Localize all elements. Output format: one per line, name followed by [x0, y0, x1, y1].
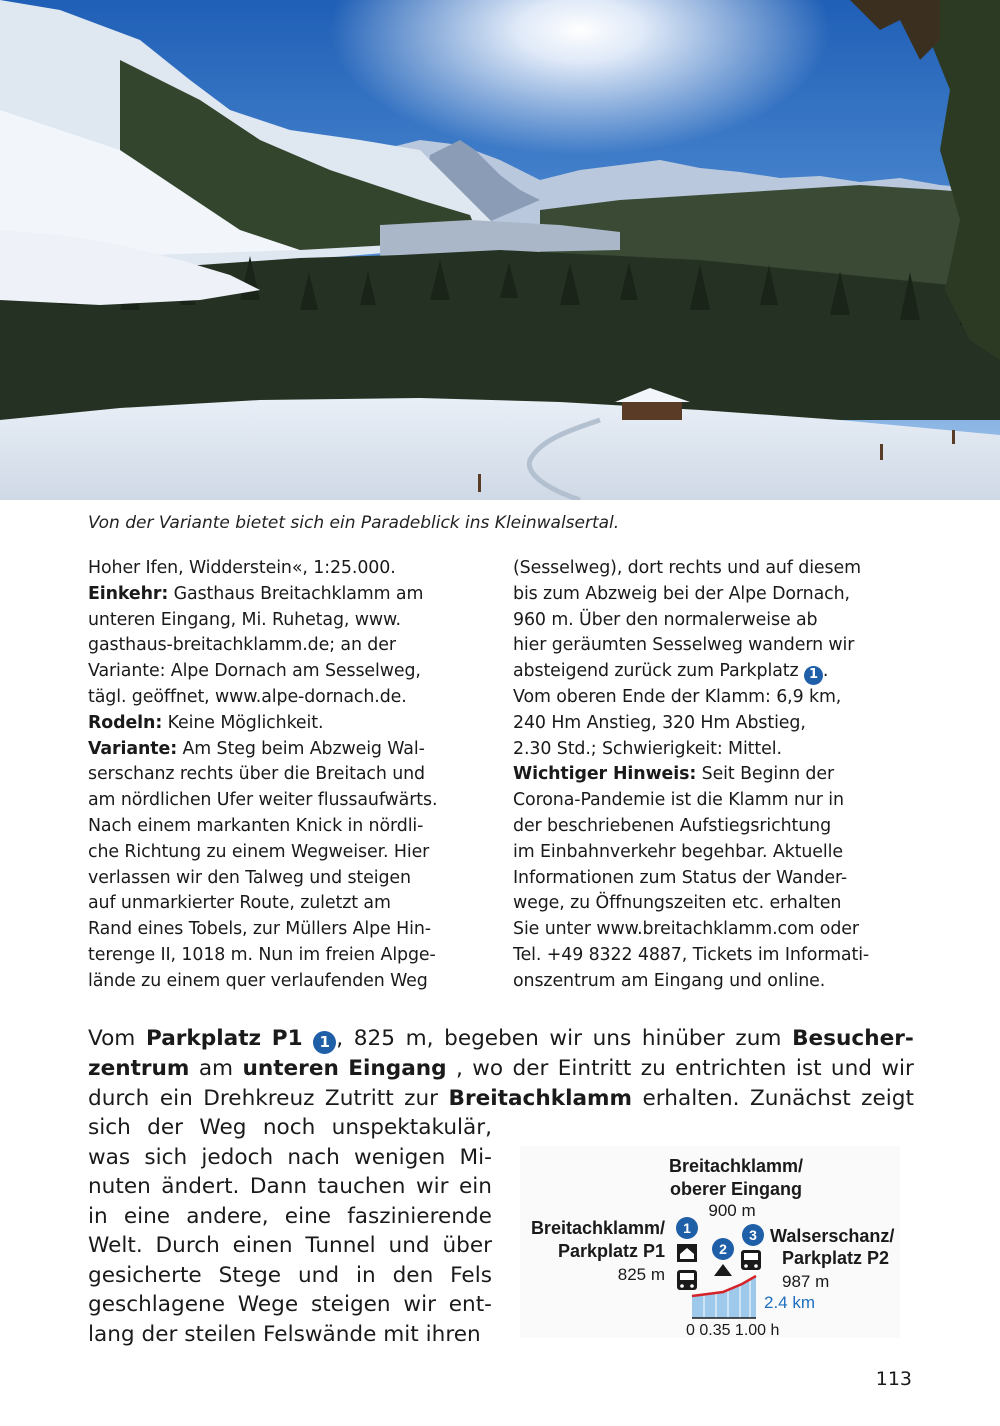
text-line: [513, 659, 923, 685]
text-span: Tel. +49 8322 4887, Tickets im Informati-: [513, 944, 870, 965]
text-span: .: [822, 661, 829, 682]
word: unteren: [242, 1056, 339, 1082]
bold-term: Rodeln:: [88, 712, 163, 733]
photo-caption: Von der Variante bietet sich ein Paradeblick ins Kleinwalsertal.: [88, 513, 620, 533]
text-line: [513, 891, 923, 917]
word: entrichten: [675, 1056, 787, 1082]
text-line: [513, 685, 923, 711]
word: steigen: [310, 1292, 391, 1318]
text-span: auf unmarkierter Route, zuletzt am: [88, 893, 391, 914]
word: und: [388, 1233, 430, 1259]
word: und: [297, 1262, 340, 1288]
word: Eintritt: [557, 1056, 632, 1082]
text-span: Informationen zum Status der Wander-: [513, 867, 848, 888]
text-line: [88, 1054, 914, 1084]
text-line: [88, 840, 498, 866]
text-span: 2.30 Std.; Schwierigkeit: Mittel.: [513, 738, 782, 759]
text-line: [88, 1143, 492, 1173]
word: erhalten.: [642, 1085, 740, 1111]
text-line: [88, 685, 498, 711]
word: Durch: [155, 1233, 220, 1259]
text-line: [88, 1084, 914, 1114]
word: und: [830, 1056, 873, 1082]
word: Wege: [237, 1292, 299, 1318]
text-line: [88, 762, 498, 788]
text-span: lang der steilen Felswände mit ihren: [88, 1321, 481, 1347]
word: wo: [472, 1056, 504, 1082]
word: eine: [284, 1203, 332, 1229]
word: was: [88, 1144, 131, 1170]
word: den: [392, 1262, 434, 1288]
text-line: [513, 969, 923, 995]
text-line: [88, 556, 498, 582]
text-line: [88, 608, 498, 634]
text-span: Hoher Ifen, Widderstein«, 1:25.000.: [88, 558, 396, 578]
word: Zunächst: [749, 1085, 851, 1111]
word: über: [442, 1233, 492, 1259]
text-line: [513, 866, 923, 892]
distance-label: 2.4 km: [764, 1293, 816, 1312]
text-line: [513, 762, 923, 788]
right-station-elevation: 987 m: [782, 1272, 830, 1291]
text-span: Rand eines Tobels, zur Müllers Alpe Hin-: [88, 919, 431, 940]
text-line: [88, 737, 498, 763]
text-line: [88, 1290, 492, 1320]
word: Fels: [450, 1262, 492, 1288]
word: zeigt: [861, 1085, 914, 1111]
word: noch: [262, 1115, 316, 1141]
waypoint-marker: 1: [804, 666, 823, 685]
bus-icon-left: [677, 1270, 697, 1290]
text-line: [88, 659, 498, 685]
bold-term: Variante:: [88, 738, 178, 759]
text-line: [88, 917, 498, 943]
left-station-line1: Breitachklamm/: [530, 1218, 665, 1238]
text-line: [88, 1320, 492, 1350]
word: zum: [735, 1026, 782, 1051]
time-axis-label: 0 0.35 1.00 h: [686, 1322, 780, 1338]
word: ein: [458, 1174, 492, 1200]
word: sich: [88, 1115, 131, 1141]
text-span: am nördlichen Ufer weiter flussaufwärts.: [88, 790, 438, 811]
top-station-line1: Breitachklamm/: [668, 1156, 804, 1176]
text-span: onszentrum am Eingang und online.: [513, 970, 826, 991]
word: zu: [640, 1056, 666, 1082]
right-station-line1: Walserschanz/: [770, 1226, 895, 1246]
word: der: [512, 1056, 549, 1082]
text-line: [513, 943, 923, 969]
text-span: terenge II, 1018 m. Nun im freien Alpge-: [88, 944, 436, 965]
text-span: unteren Eingang, Mi. Ruhetag, www.: [88, 609, 401, 630]
word: Dann: [249, 1174, 308, 1200]
text-line: [88, 1261, 492, 1291]
text-span: 240 Hm Anstieg, 320 Hm Abstieg,: [513, 712, 806, 733]
word: nuten: [88, 1174, 151, 1200]
left-column-text: [88, 556, 498, 995]
word: andere,: [186, 1203, 269, 1229]
right-station-line2: Parkplatz P2: [782, 1248, 890, 1268]
text-line: [88, 1024, 914, 1054]
word: Besucher-: [792, 1026, 914, 1051]
word: Mi-: [459, 1144, 492, 1170]
word: in: [355, 1262, 376, 1288]
text-span: Corona-Pandemie ist die Klamm nur in: [513, 790, 844, 811]
text-line: [513, 840, 923, 866]
word: wir: [881, 1056, 914, 1082]
bus-icon-right: [741, 1250, 761, 1270]
text-span: serschanz rechts über die Breitach und: [88, 764, 425, 785]
word: in: [88, 1203, 108, 1229]
text-line: [513, 582, 923, 608]
text-span: (Sesselweg), dort rechts und auf diesem: [513, 558, 861, 578]
text-span: Vom oberen Ende der Klamm: 6,9 km,: [513, 686, 842, 707]
text-line: [88, 788, 498, 814]
text-span: Am Steg beim Abzweig Wal-: [177, 738, 425, 759]
word: sich: [144, 1144, 188, 1170]
text-line: [88, 866, 498, 892]
top-station-elevation: 900 m: [708, 1201, 756, 1220]
text-span: absteigend zurück zum Parkplatz: [513, 661, 804, 682]
left-station-line2: Parkplatz P1: [557, 1241, 665, 1261]
word: zur: [404, 1085, 439, 1111]
text-span: 960 m. Über den normalerweise ab: [513, 609, 818, 630]
word: am: [198, 1056, 234, 1082]
text-span: Gasthaus Breitachklamm am: [168, 583, 424, 604]
text-span: hier geräumten Sesselweg wandern wir: [513, 635, 855, 656]
page-number: 113: [875, 1368, 912, 1390]
right-column-text: [513, 556, 923, 995]
text-line: [88, 582, 498, 608]
text-line: [88, 711, 498, 737]
text-line: [513, 788, 923, 814]
left-station-elevation: 825 m: [617, 1265, 665, 1284]
word: Parkplatz: [145, 1026, 262, 1051]
peak-icon: [714, 1264, 732, 1276]
word: faszinierende: [347, 1203, 492, 1229]
text-line: [513, 711, 923, 737]
marker-3: [742, 1224, 764, 1246]
word: durch: [88, 1085, 150, 1111]
word: Vom: [88, 1026, 136, 1051]
text-span: bis zum Abzweig bei der Alpe Dornach,: [513, 583, 850, 604]
text-line: [513, 633, 923, 659]
word: Breitachklamm: [448, 1085, 633, 1111]
text-span: Sie unter www.breitachklamm.com oder: [513, 919, 859, 940]
text-line: [513, 556, 923, 582]
text-line: [88, 633, 498, 659]
word: hinüber: [641, 1026, 725, 1051]
word: einen: [232, 1233, 293, 1259]
text-line: [88, 943, 498, 969]
word: wir: [415, 1174, 449, 1200]
word: P1: [271, 1026, 303, 1051]
svg-text:1: 1: [683, 1220, 691, 1236]
text-span: im Einbahnverkehr begehbar. Aktuelle: [513, 841, 843, 862]
marker-2: [712, 1238, 734, 1260]
word: gesicherte: [88, 1262, 202, 1288]
word: begeben: [444, 1026, 539, 1051]
word: uns: [592, 1026, 632, 1051]
word: m,: [405, 1026, 434, 1051]
elevation-profile: [520, 1146, 900, 1338]
text-line: [513, 814, 923, 840]
text-span: che Richtung zu einem Wegweiser. Hier: [88, 841, 430, 862]
word: ,: [456, 1056, 463, 1082]
marker-1: [676, 1217, 698, 1239]
word: wenigen: [354, 1144, 446, 1170]
word: wir: [549, 1026, 582, 1051]
word: Zutritt: [324, 1085, 394, 1111]
waypoint-marker: 1: [313, 1031, 336, 1054]
word: 825: [353, 1026, 395, 1051]
word: wir: [403, 1292, 436, 1318]
word: Drehkreuz: [203, 1085, 315, 1111]
text-line: [88, 1231, 492, 1261]
text-span: tägl. geöffnet, www.alpe-dornach.de.: [88, 686, 407, 707]
word: jedoch: [201, 1144, 274, 1170]
word: geschlagene: [88, 1292, 225, 1318]
word: Weg: [199, 1115, 247, 1141]
text-line: [513, 608, 923, 634]
word: ist: [795, 1056, 822, 1082]
word: ändert.: [161, 1174, 240, 1200]
word: ein: [159, 1085, 193, 1111]
word: tauchen: [317, 1174, 406, 1200]
bold-term: Wichtiger Hinweis:: [513, 764, 697, 785]
text-span: wege, zu Öffnungszeiten etc. erhalten: [513, 893, 842, 914]
top-station-line2: oberer Eingang: [669, 1179, 803, 1199]
restaurant-icon: [677, 1244, 697, 1262]
text-line: [513, 917, 923, 943]
text-line: [88, 891, 498, 917]
word: nach: [287, 1144, 340, 1170]
marker-with-punctuation: 1 ,: [313, 1024, 343, 1054]
word: Welt.: [88, 1233, 143, 1259]
word: eine: [123, 1203, 171, 1229]
text-line: [88, 814, 498, 840]
svg-text:2: 2: [719, 1241, 727, 1257]
text-line: [88, 1172, 492, 1202]
word: Eingang: [348, 1056, 447, 1082]
landscape-photo: [0, 0, 1000, 500]
word: zentrum: [88, 1056, 190, 1082]
text-line: [513, 737, 923, 763]
text-span: Nach einem markanten Knick in nördli-: [88, 815, 424, 836]
text-span: verlassen wir den Talweg und steigen: [88, 867, 411, 888]
text-span: lände zu einem quer verlaufenden Weg: [88, 970, 428, 991]
text-span: Seit Beginn der: [696, 764, 835, 785]
text-line: [88, 1113, 492, 1143]
text-span: der beschriebenen Aufstiegsrichtung: [513, 815, 832, 836]
word: unspektakulär,: [331, 1115, 492, 1141]
word: Stege: [218, 1262, 282, 1288]
bold-term: Einkehr:: [88, 583, 169, 604]
text-line: [88, 1202, 492, 1232]
text-line: [88, 969, 498, 995]
text-span: gasthaus-breitachklamm.de; an der: [88, 635, 396, 656]
text-span: Variante: Alpe Dornach am Sesselweg,: [88, 661, 421, 682]
word: ent-: [448, 1292, 492, 1318]
svg-text:3: 3: [749, 1227, 757, 1243]
word: der: [147, 1115, 184, 1141]
text-span: Keine Möglichkeit.: [162, 712, 324, 733]
word: Tunnel: [305, 1233, 376, 1259]
